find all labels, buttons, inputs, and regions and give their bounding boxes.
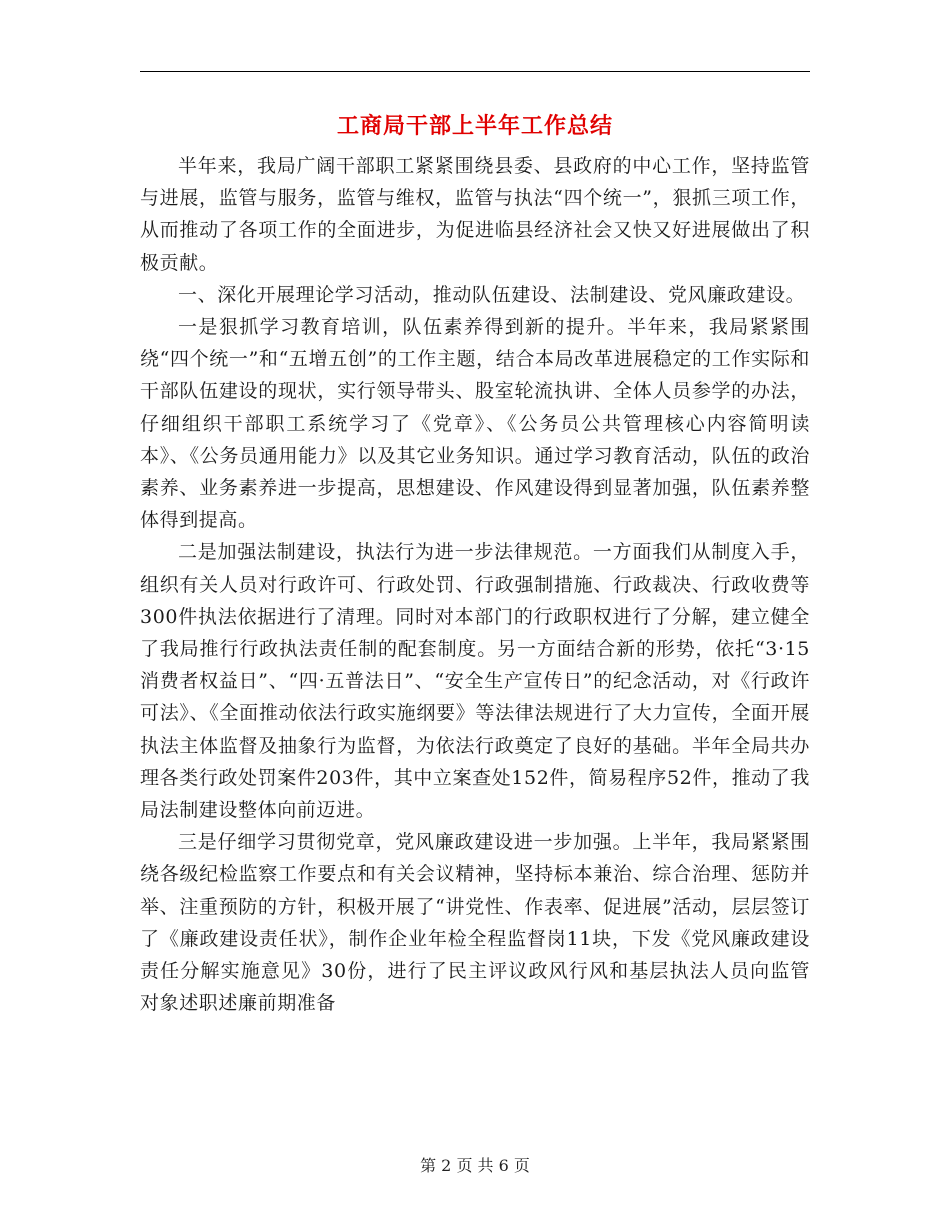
document-body	[140, 150, 810, 1019]
page-number: 第 2 页 共 6 页	[420, 1156, 530, 1175]
document-title: 工商局干部上半年工作总结	[336, 113, 613, 139]
paragraph-party-conduct: 三是仔细学习贯彻党章，党风廉政建设进一步加强。上半年，我局紧紧围绕各级纪检监察工作要点和有关会议精神，坚持标本兼治、综合治理、惩防并举、注重预防的方针，积极开展了“讲党性、作表率、促进展”活动，层层签订了《廉政建设责任状》，制作企业年检全程监督岗11块，下发《党风廉政建设责任分解实施意见》30份，进行了民主评议政风行风和基层执法人员向监管对象述职述廉前期准备	[140, 831, 810, 1015]
paragraph-section-heading: 一、深化开展理论学习活动，推动队伍建设、法制建设、党风廉政建设。	[178, 283, 806, 306]
paragraph-intro: 半年来，我局广阔干部职工紧紧围绕县委、县政府的中心工作，坚持监管与进展，监管与服务，监管与维权，监管与执法“四个统一”，狠抓三项工作，从而推动了各项工作的全面进步，为促进临县经济社会又快又好进展做出了积极贡献。	[140, 155, 810, 274]
paragraph-training: 一是狠抓学习教育培训，队伍素养得到新的提升。半年来，我局紧紧围绕“四个统一”和“五增五创”的工作主题，结合本局改革进展稳定的工作实际和干部队伍建设的现状，实行领导带头、股室轮流执讲、全体人员参学的办法，仔细组织干部职工系统学习了《党章》、《公务员公共管理核心内容简明读本》、《公务员通用能力》以及其它业务知识。通过学习教育活动，队伍的政治素养、业务素养进一步提高，思想建设、作风建设得到显著加强，队伍素养整体得到提高。	[140, 316, 810, 532]
header-rule	[140, 71, 810, 72]
paragraph-legal-construction: 二是加强法制建设，执法行为进一步法律规范。一方面我们从制度入手，组织有关人员对行政许可、行政处罚、行政强制措施、行政裁决、行政收费等300件执法依据进行了清理。同时对本部门的行政职权进行了分解，建立健全了我局推行行政执法责任制的配套制度。另一方面结合新的形势，依托“3·15消费者权益日”、“四·五普法日”、“安全生产宣传日”的纪念活动，对《行政许可法》、《全面推动依法行政实施纲要》等法律法规进行了大力宣传，全面开展执法主体监督及抽象行为监督，为依法行政奠定了良好的基础。半年全局共办理各类行政处罚案件203件，其中立案查处152件，简易程序52件，推动了我局法制建设整体向前迈进。	[140, 541, 810, 822]
